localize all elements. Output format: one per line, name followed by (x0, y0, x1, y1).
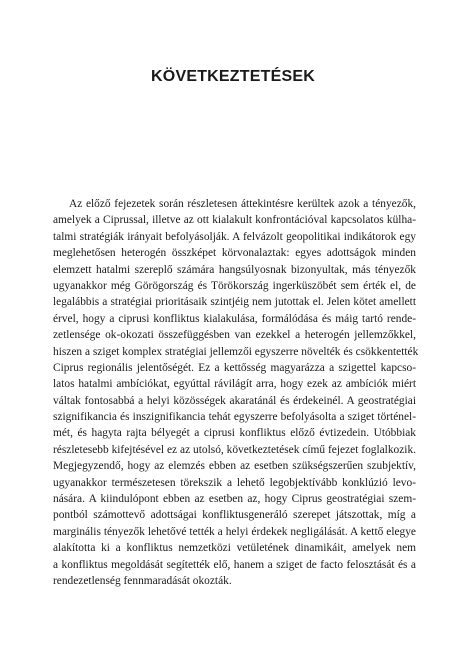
paragraph-line: hiszen a sziget komplex stratégiai jellemzői egyszerre növelték és csökkentették (53, 345, 419, 358)
paragraph-line: rendezetlenség fennmaradását okozták. (53, 574, 232, 587)
paragraph-line: latos hatalmi ambíciókat, egyúttal rávilágít arra, hogy ezek az ambíciók miért (53, 378, 416, 391)
paragraph-line: Az előző fejezetek során részletesen áttekintésre kerültek azok a tényezők, (69, 198, 416, 210)
paragraph-line: ugyanakkor természetesen törekszik a lehető legobjektívább konklúzió levo- (53, 476, 416, 489)
paragraph-line: elemzett hatalmi szereplő számára hangsúlyosnak bizonyultak, más tényezők (53, 263, 416, 276)
paragraph-line: ugyanakkor még Görögország és Törökország ingerküszöbét sem érték el, de (53, 279, 416, 292)
paragraph-line: marginális tényezők lehetővé tették a helyi érdekek negligálását. A kettő elegye (53, 525, 416, 538)
paragraph-line: zetlensége ok-okozati összefüggésben van ezekkel a heterogén jellemzőkkel, (53, 329, 416, 342)
paragraph-line: legalábbis a stratégiai prioritásaik szintjéig nem jutottak el. Jelen kötet amellett (53, 296, 416, 309)
paragraph-line: alakította ki a konfliktus nemzetközi vetületének dinamikáit, amelyek nem (53, 542, 416, 555)
paragraph-line: meglehetősen heterogén összképet körvonalaztak: egyes adottságok minden (53, 247, 416, 260)
chapter-title: KÖVETKEZTETÉSEK (151, 68, 315, 85)
paragraph-line: Ciprus regionális jelentőségét. Ez a kettősség magyarázza a szigettel kapcso- (53, 361, 416, 374)
paragraph-line: a konfliktus megoldását segítették elő, hanem a sziget de facto felosztását és a (53, 558, 416, 571)
paragraph-line: érvel, hogy a ciprusi konfliktus kialakulása, formálódása és máig tartó rende- (53, 312, 416, 325)
paragraph-line: mét, és hagyta rajta bélyegét a ciprusi konfliktus előző évtizedein. Utóbbiak (53, 427, 416, 440)
paragraph-line: pontból számottevő adottságai konfliktusgeneráló szerepet játszottak, míg a (53, 509, 416, 522)
paragraph-line: talmi stratégiák irányait befolyásolják. A felvázolt geopolitikai indikátorok egy (53, 230, 416, 243)
paragraph-line: nására. A kiindulópont ebben az esetben az, hogy Ciprus geostratégiai szem- (53, 493, 416, 506)
body-paragraph (53, 196, 419, 589)
paragraph-line: váltak fontosabbá a helyi közösségek akaratánál és érdekeinél. A geostratégiai (53, 394, 416, 407)
paragraph-line: szignifikancia és inszignifikancia tehát egyszerre befolyásolta a sziget történel- (53, 411, 416, 424)
paragraph-line: Megjegyzendő, hogy az elemzés ebben az esetben szükségszerűen szubjektív, (53, 460, 416, 473)
paragraph-line: amelyek a Ciprussal, illetve az ott kialakult konfrontációval kapcsolatos külha- (53, 214, 416, 227)
paragraph-line: részletesebb kifejtésével ez az utolsó, következtetések című fejezet foglalkozik. (53, 443, 416, 456)
